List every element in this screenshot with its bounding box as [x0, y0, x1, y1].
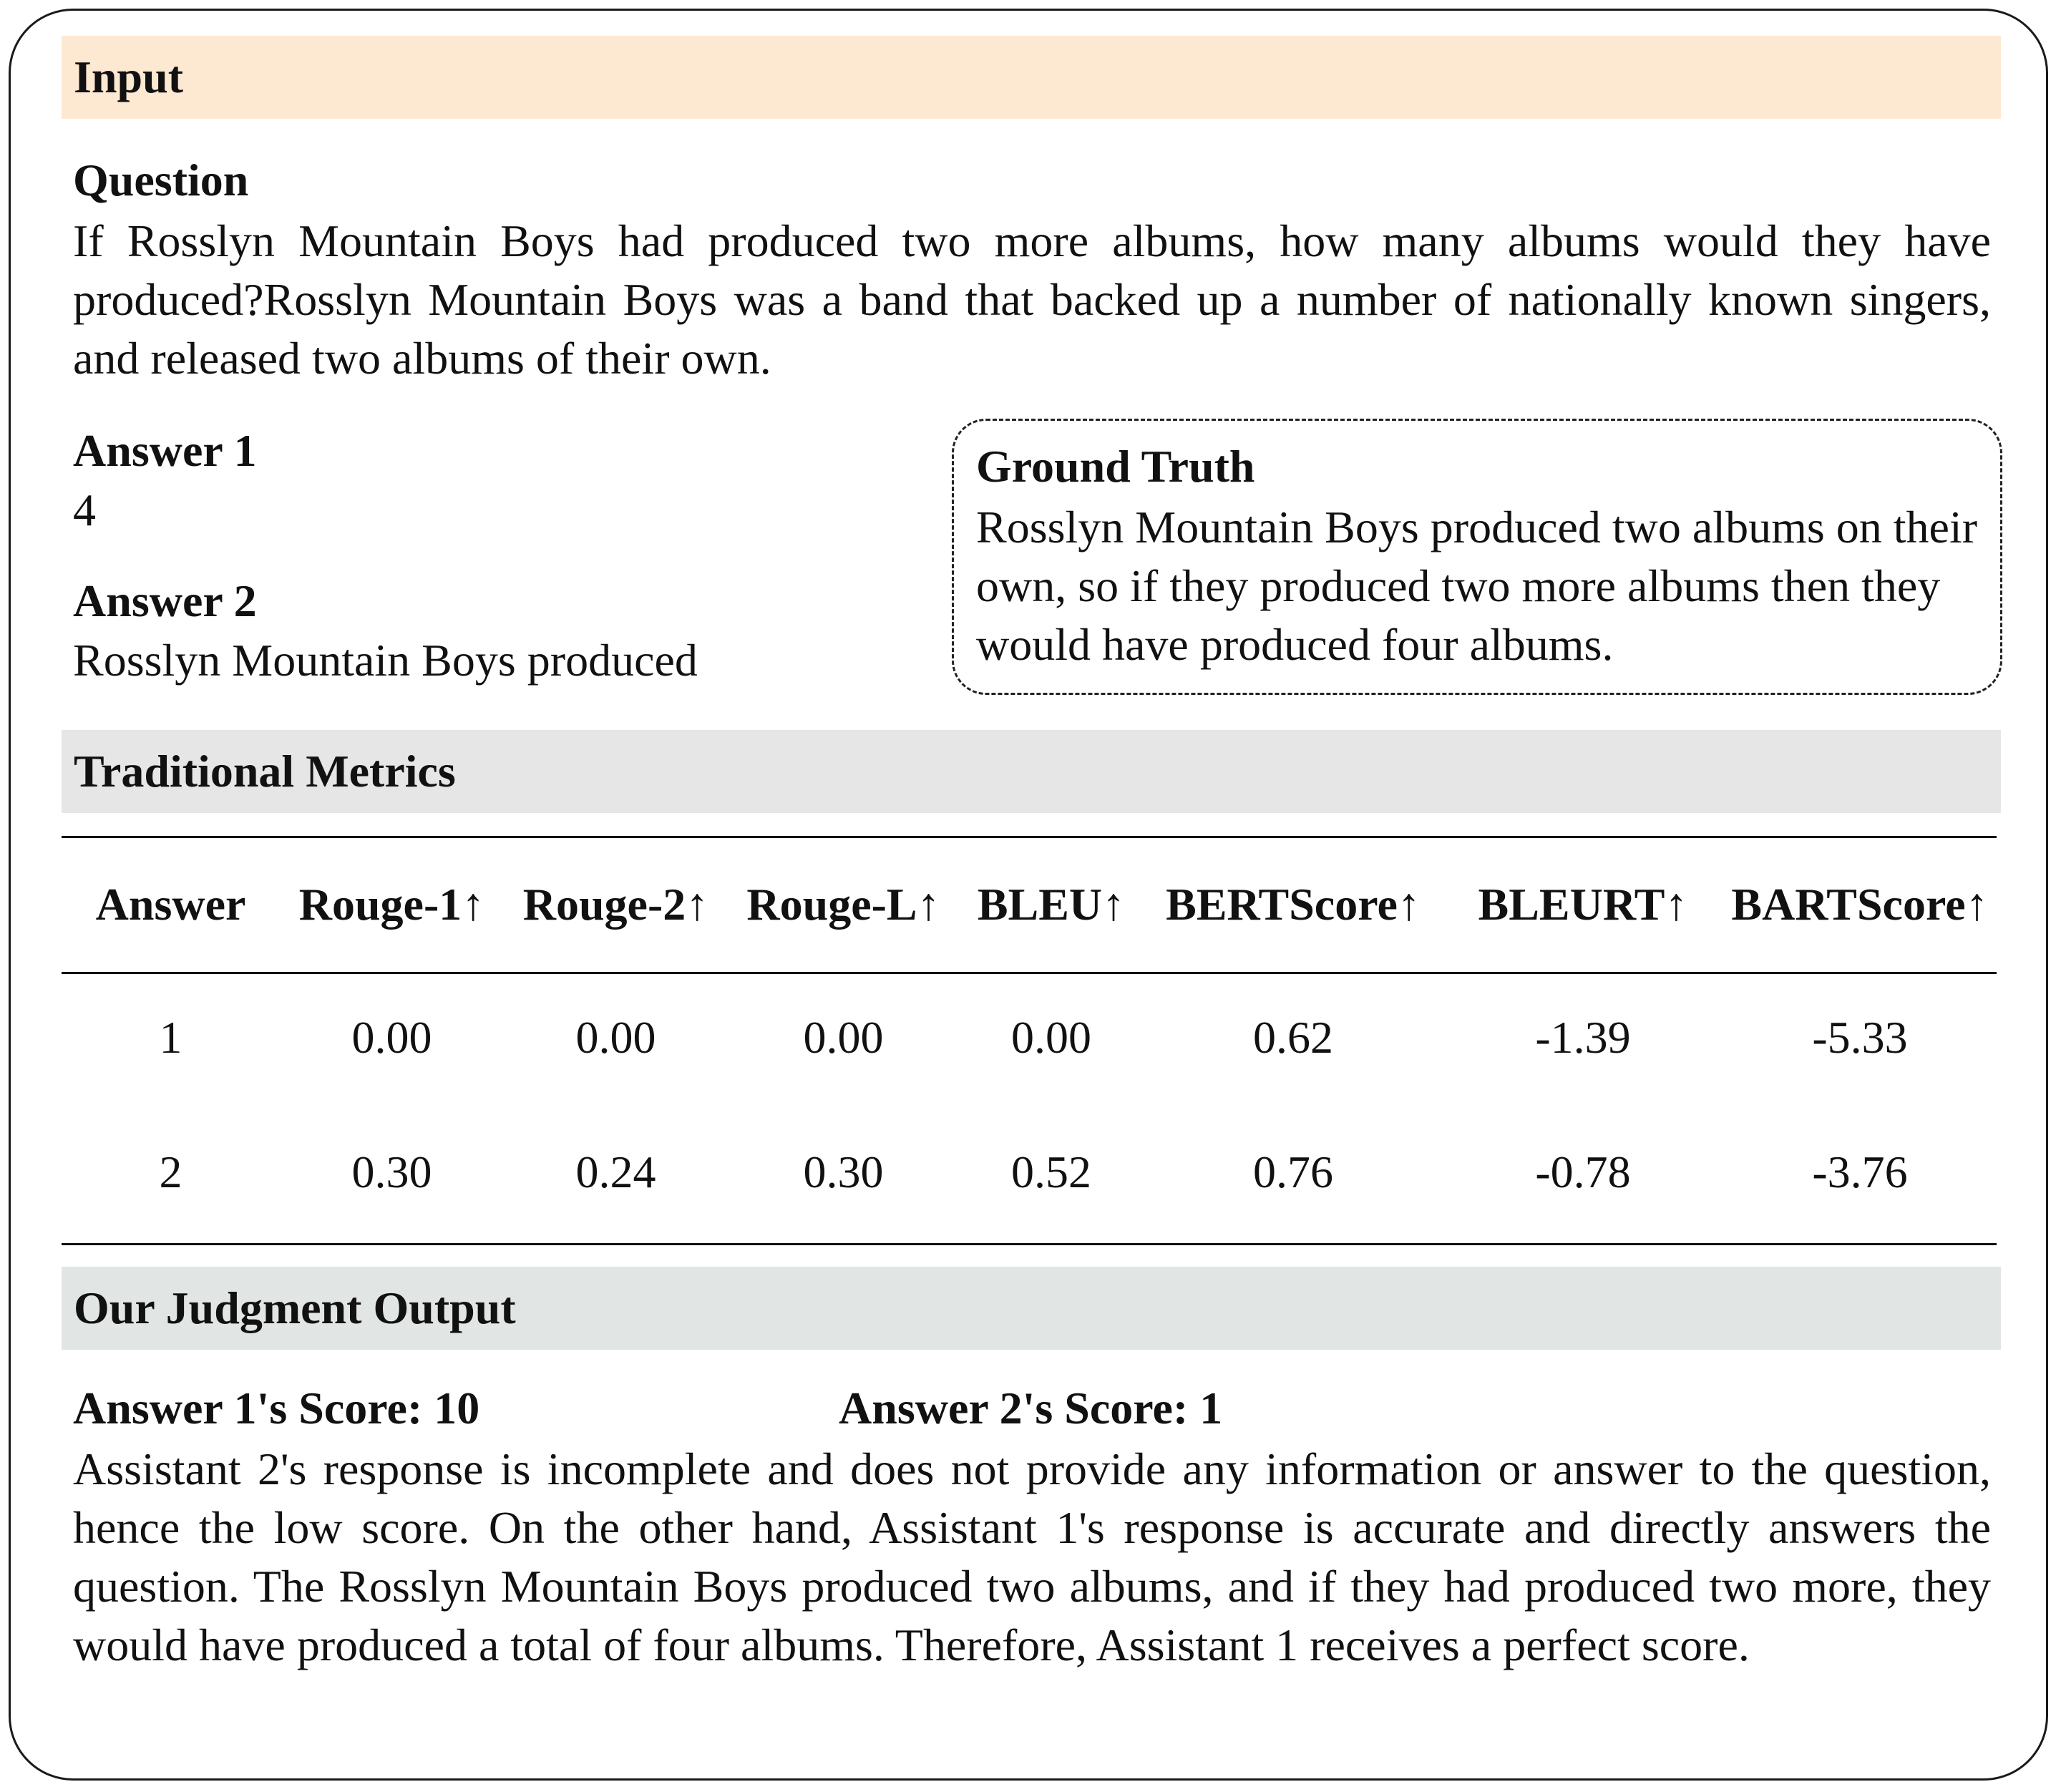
answer1-title: Answer 1 [73, 425, 257, 476]
cell: -1.39 [1535, 1012, 1631, 1063]
ground-truth-title: Ground Truth [976, 441, 1255, 492]
cell: 0.30 [351, 1146, 432, 1197]
cell: -3.76 [1812, 1146, 1908, 1197]
cell: 0.62 [1253, 1012, 1333, 1063]
col-bartscore: BARTScore↑ [1731, 879, 1989, 930]
cell: -0.78 [1535, 1146, 1631, 1197]
cell: 0.00 [575, 1012, 656, 1063]
cell: 0.76 [1253, 1146, 1333, 1197]
metrics-table [62, 839, 1997, 1240]
cell: 2 [159, 1146, 182, 1197]
cell: 0.00 [351, 1012, 432, 1063]
cell: -5.33 [1812, 1012, 1908, 1063]
col-answer: Answer [95, 879, 246, 930]
ground-truth-text: Rosslyn Mountain Boys produced two albums on their own, so if they produced two more albums then they would have produced four albums. [976, 502, 1978, 670]
judgment-text: Assistant 2's response is incomplete and does not provide any information or answer to the question, hence the low score. On the other hand, Assistant 1's response is accurate and directly answers the question. The Rosslyn Mountain Boys produced two albums, and if they had produced two more, they would have produced a total of four albums. Therefore, Assistant 1 receives a perfect score. [73, 1443, 1991, 1670]
cell: 1 [159, 1012, 182, 1063]
table-top-rule [62, 836, 1997, 838]
cell: 0.00 [1011, 1012, 1091, 1063]
answer2-score: Answer 2's Score: 1 [839, 1383, 1223, 1433]
col-rouge2: Rouge-2↑ [522, 879, 709, 930]
table-bottom-rule [62, 1243, 1997, 1245]
col-bertscore: BERTScore↑ [1166, 879, 1421, 930]
answer1-text: 4 [73, 484, 96, 535]
col-bleu: BLEU↑ [977, 879, 1126, 930]
col-bleurt: BLEURT↑ [1478, 879, 1688, 930]
input-header: Input [62, 36, 2001, 119]
judgment-header: Our Judgment Output [62, 1267, 2001, 1350]
metrics-header: Traditional Metrics [62, 730, 2001, 813]
answer2-title: Answer 2 [73, 575, 257, 626]
col-rouge1: Rouge-1↑ [298, 879, 485, 930]
cell: 0.00 [803, 1012, 884, 1063]
answer2-text: Rosslyn Mountain Boys produced [73, 635, 698, 686]
answer1-score: Answer 1's Score: 10 [73, 1383, 480, 1433]
col-rougel: Rouge-L↑ [746, 879, 940, 930]
cell: 0.24 [575, 1146, 656, 1197]
cell: 0.52 [1011, 1146, 1091, 1197]
question-text: If Rosslyn Mountain Boys had produced two more albums, how many albums would they have produced?Rosslyn Mountain Boys was a band that backed up a number of nationally known singers, and released two albums of their own. [73, 215, 1991, 384]
table-header-row [62, 839, 1997, 970]
table-row [62, 1105, 1997, 1240]
cell: 0.30 [803, 1146, 884, 1197]
question-title: Question [73, 155, 249, 205]
table-row [62, 970, 1997, 1105]
